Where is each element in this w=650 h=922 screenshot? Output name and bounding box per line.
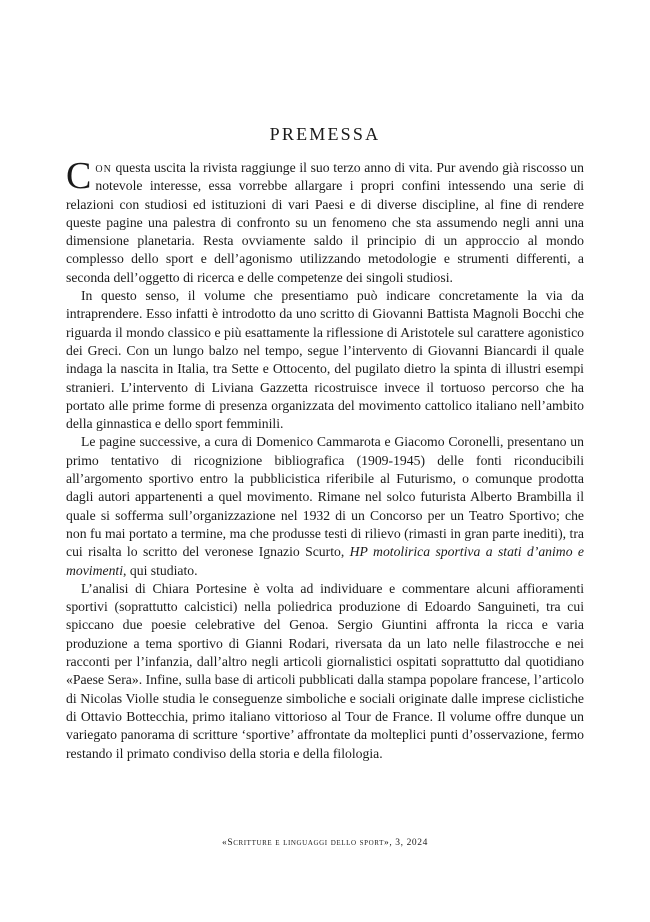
main-text bbox=[66, 155, 584, 763]
work-title: HP motolirica sportiva a stati d’animo e movimenti bbox=[66, 544, 584, 578]
running-footer: «Scritture e linguaggi dello sport», 3, 2024 bbox=[221, 838, 428, 848]
drop-cap: C bbox=[66, 155, 92, 197]
paragraph-1 bbox=[66, 155, 584, 287]
paragraph-3-tail: , qui studiato. bbox=[123, 562, 198, 578]
paragraph-1-text: questa uscita la rivista raggiunge il suo terzo anno di vita. Pur avendo già riscosso un notevole interesse, essa vorrebbe allargare i propri confini intessendo una serie di relazioni con studiosi ed istituzioni di vari Paesi e di diverse discipline, al fine di rendere queste pagine una palestra di confronto su un fenomeno che sta assumendo negli anni una dimensione planetaria. Resta ovviamente saldo il principio di un approccio al mondo complesso dello sport e dell’agonismo utilizzando metodologie e strumenti differenti, a seconda dell’oggetto di ricerca e delle competenze dei singoli studiosi. bbox=[66, 160, 584, 285]
lead-small-caps: on bbox=[95, 160, 112, 175]
page-title: PREMESSA bbox=[269, 124, 381, 145]
paragraph-2: In questo senso, il volume che presentiamo può indicare concretamente la via da intraprendere. Esso infatti è introdotto da uno scritto di Giovanni Battista Magnoli Bocchi che riguarda il mondo classico e più esattamente la riflessione di Aristotele sul carattere agonistico dei Greci. Con un lungo balzo nel tempo, segue l’intervento di Giovanni Biancardi il quale indaga la nascita in Italia, tra Sette e Ottocento, del pugilato dietro la spinta di illustri esempi stranieri. L’intervento di Liviana Gazzetta ricostruisce invece il tortuoso percorso che ha portato alle prime forme di presenza organizzata del movimento cattolico italiano nell’ambito della ginnastica e dello sport femminili. bbox=[66, 288, 584, 432]
paragraph-3 bbox=[66, 433, 584, 579]
paragraph-4: L’analisi di Chiara Portesine è volta ad individuare e commentare alcuni affioramenti sportivi (soprattutto calcistici) nella poliedrica produzione di Edoardo Sanguineti, tra cui spiccano due poesie celebrative del Genoa. Sergio Giuntini affronta la ricca e varia produzione a tema sportivo di Gianni Rodari, riversata da un lato nelle filastrocche e nei racconti per l’infanzia, dall’altro negli articoli giornalistici ospitati soprattutto dal quotidiano «Paese Sera». Infine, sulla base di articoli pubblicati dalla stampa popolare francese, l’articolo di Nicolas Violle studia le conseguenze simboliche e sociali originate dalle imprese ciclistiche di Ottavio Bottecchia, primo italiano vittorioso al Tour de France. Il volume offre dunque un variegato panorama di scritture ‘sportive’ affrontate da molteplici punti d’osservazione, fermo restando il primato condiviso della storia e della filologia. bbox=[66, 580, 584, 761]
paragraph-3-text: Le pagine successive, a cura di Domenico Cammarota e Giacomo Coronelli, presentano un primo tentativo di ricognizione bibliografica (1909-1945) delle fonti riconducibili all’argomento sportivo entro la pubblicistica riferibile al Futurismo, o comunque prodotta dagli autori appartenenti a quel movimento. Rimane nel solco futurista Alberto Brambilla il quale si sofferma sull’organizzazione nel 1932 di un Concorso per un Teatro Sportivo; che non fu mai portato a termine, ma che produsse testi di rilievo (rimasti in gran parte inediti), tra cui risalta lo scritto del veronese Ignazio Scurto, bbox=[66, 434, 584, 560]
